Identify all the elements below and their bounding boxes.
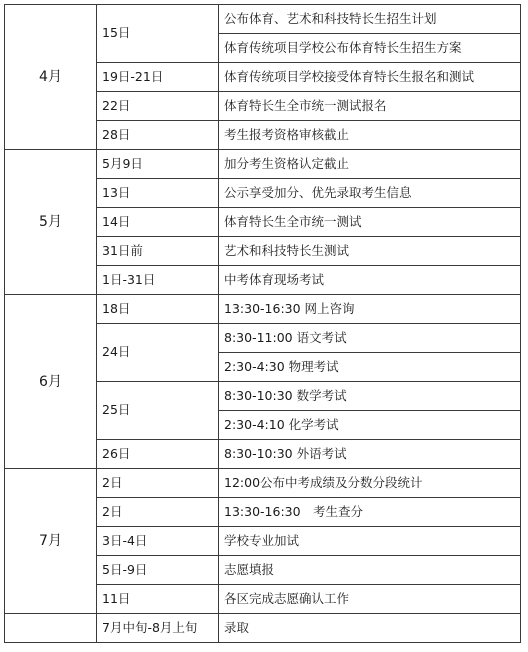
event-cell: 体育特长生全市统一测试报名 [219,92,521,121]
day-cell: 28日 [97,121,219,150]
event-cell: 体育传统项目学校接受体育特长生报名和测试 [219,63,521,92]
day-cell: 19日-21日 [97,63,219,92]
table-row [5,614,521,643]
day-cell: 5月9日 [97,150,219,179]
table-row [5,295,521,324]
day-cell: 2日 [97,498,219,527]
day-cell: 11日 [97,585,219,614]
event-cell: 8:30-10:30 数学考试 [219,382,521,411]
event-cell: 中考体育现场考试 [219,266,521,295]
day-cell: 5日-9日 [97,556,219,585]
day-cell: 13日 [97,179,219,208]
event-cell: 加分考生资格认定截止 [219,150,521,179]
day-cell: 7月中旬-8月上旬 [97,614,219,643]
month-cell-empty [5,614,97,643]
event-cell: 8:30-10:30 外语考试 [219,440,521,469]
day-cell: 2日 [97,469,219,498]
event-cell: 公布体育、艺术和科技特长生招生计划 [219,5,521,34]
table-row [5,5,521,34]
month-cell-april: 4月 [5,5,97,150]
event-cell: 公示享受加分、优先录取考生信息 [219,179,521,208]
event-cell: 考生报考资格审核截止 [219,121,521,150]
day-cell: 15日 [97,5,219,63]
table-row [5,150,521,179]
day-cell: 26日 [97,440,219,469]
day-cell: 31日前 [97,237,219,266]
month-cell-june: 6月 [5,295,97,469]
event-cell: 12:00公布中考成绩及分数分段统计 [219,469,521,498]
event-cell: 体育特长生全市统一测试 [219,208,521,237]
event-cell: 体育传统项目学校公布体育特长生招生方案 [219,34,521,63]
event-cell: 学校专业加试 [219,527,521,556]
month-cell-july: 7月 [5,469,97,614]
event-cell: 志愿填报 [219,556,521,585]
event-cell: 2:30-4:30 物理考试 [219,353,521,382]
schedule-table [4,4,521,643]
event-cell: 8:30-11:00 语文考试 [219,324,521,353]
event-cell: 13:30-16:30 网上咨询 [219,295,521,324]
event-cell: 各区完成志愿确认工作 [219,585,521,614]
day-cell: 3日-4日 [97,527,219,556]
event-cell: 2:30-4:10 化学考试 [219,411,521,440]
day-cell: 22日 [97,92,219,121]
day-cell: 1日-31日 [97,266,219,295]
day-cell: 14日 [97,208,219,237]
event-cell: 13:30-16:30 考生查分 [219,498,521,527]
day-cell: 25日 [97,382,219,440]
day-cell: 18日 [97,295,219,324]
day-cell: 24日 [97,324,219,382]
table-row [5,469,521,498]
event-cell: 录取 [219,614,521,643]
event-cell: 艺术和科技特长生测试 [219,237,521,266]
month-cell-may: 5月 [5,150,97,295]
